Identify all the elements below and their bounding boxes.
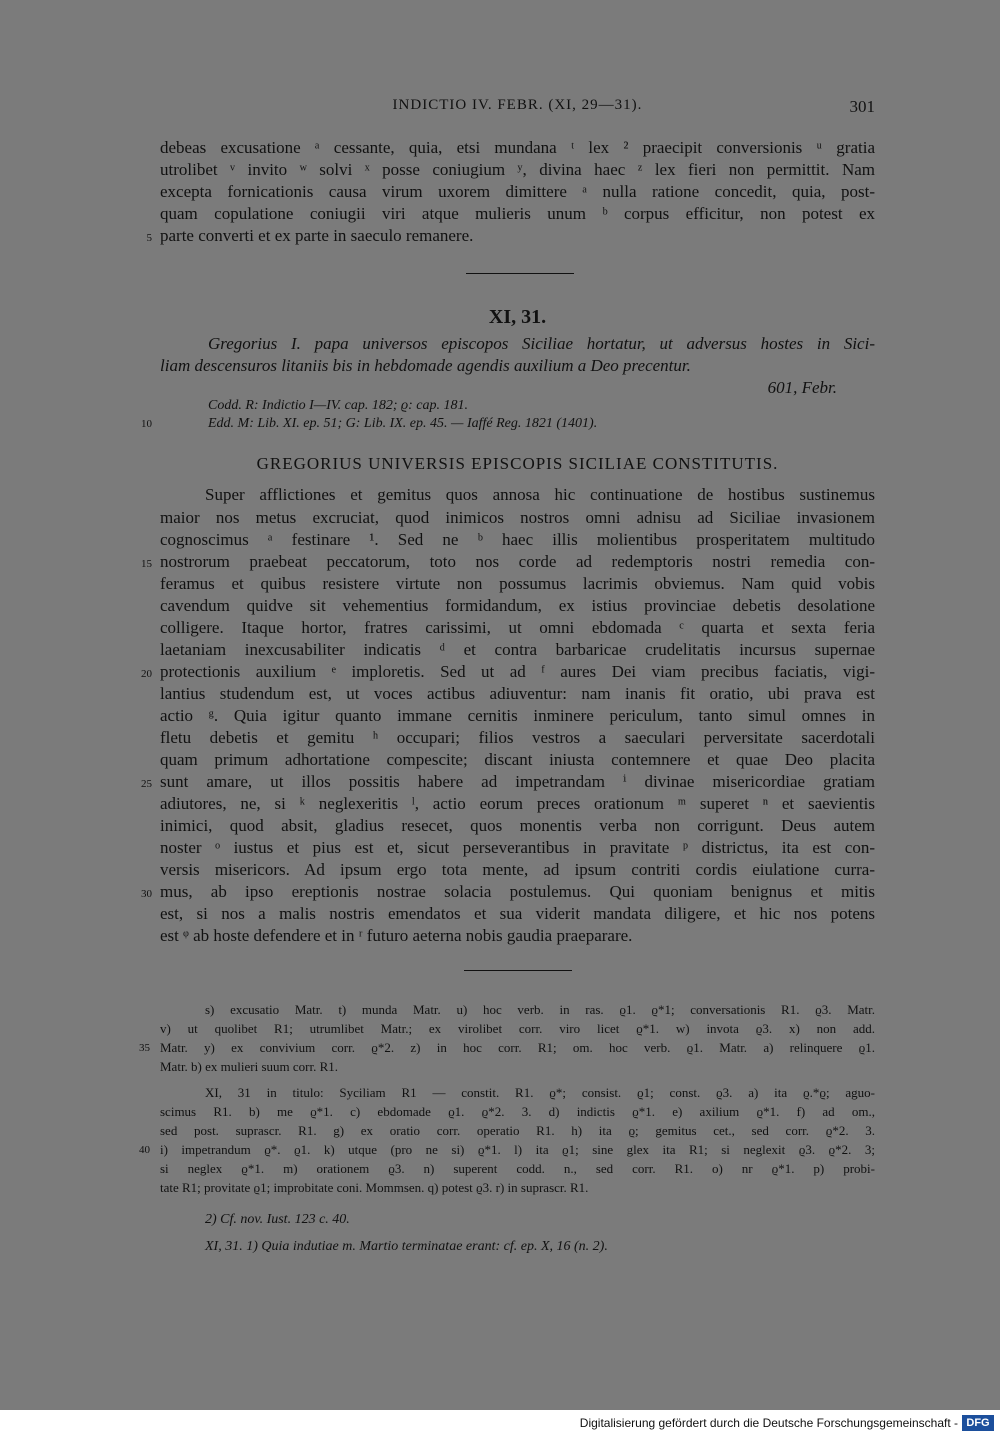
text-line: protectionis auxilium ᵉ imploretis. Sed ut ad ᶠ aures Dei viam precibus faciatis, vigi- — [160, 662, 875, 681]
letter-number: XI, 31. — [488, 306, 547, 328]
text-line: versis misericors. Ad ipsum ergo tota mente, ad ipsum contriti cordis eiulatione curra- — [160, 860, 875, 879]
text-line: noster ᵒ iustus et pius est et, sicut perseverantibus in pravitate ᵖ districtus, ita est con- — [160, 838, 875, 857]
text-line: fletu debetis et gemitu ʰ occupari; filios vestros a saeculari perversitate sacerdotali — [160, 728, 875, 747]
footnote-line: Matr. y) ex convivium corr. ϱ*2. z) in hoc corr. R1; om. hoc verb. ϱ1. Matr. a) relinquere ϱ1. — [160, 1040, 875, 1055]
codices-line: Codd. R: Indictio I—IV. cap. 182; ϱ: cap. 181. — [208, 398, 468, 413]
funding-footer — [0, 1410, 1000, 1437]
footnote-line: tate R1; provitate ϱ1; improbitate coni. Mommsen. q) potest ϱ3. r) in suprascr. R1. — [160, 1180, 589, 1195]
text-line: actio ᵍ. Quia igitur quanto immane cernitis inminere periculum, tanto simul omnes in — [160, 706, 875, 725]
dfg-logo: DFG — [962, 1415, 994, 1431]
text-line: est ᵠ ab hoste defendere et in ʳ futuro aeterna nobis gaudia praeparare. — [160, 926, 633, 945]
text-line: cavendum quidve sit vehementius formidandum, ex istius provinciae debetis desolatione — [160, 596, 875, 615]
footnote-line: si neglex ϱ*1. m) orationem ϱ3. n) superent codd. n., sed corr. R1. o) nr ϱ*1. p) probi- — [160, 1161, 875, 1176]
text-line: lantius studendum est, ut voces actibus adiuventur: nam inanis fit oratio, ubi prava est — [160, 684, 875, 703]
letter-addressee: GREGORIUS UNIVERSIS EPISCOPIS SICILIAE CONSTITUTIS. — [256, 454, 779, 473]
line-number: 15 — [141, 558, 152, 570]
letter-date: 601, Febr. — [767, 378, 837, 397]
text-line: adiutores, ne, si ᵏ neglexeritis ˡ, actio eorum preces orationum ᵐ superet ⁿ et saevientis — [160, 794, 875, 813]
text-line: quam primum adhortatione compescite; discant iniusta contemnere et quae Deo placita — [160, 750, 875, 769]
text-line: est, si nos a malis nostris emendatos et sua viderit mandata diligere, et hic nos potens — [160, 904, 875, 923]
text-line: laetaniam inexcusabiliter indicatis ᵈ et contra barbaricae crudelitatis incursus supernae — [160, 640, 875, 659]
section-divider — [466, 273, 574, 274]
text-line: nostrorum praebeat peccatorum, toto nos corde ad redemptoris nostri remedia con- — [160, 552, 875, 571]
line-number: 40 — [139, 1144, 150, 1156]
line-number: 35 — [139, 1042, 150, 1054]
text-line: maior nos metus excruciat, quod inimicos nostros omni adnisu ad Siciliae invasionem — [160, 508, 875, 527]
funding-text: Digitalisierung gefördert durch die Deutsche Forschungsgemeinschaft - — [579, 1416, 958, 1430]
page-number: 301 — [849, 97, 875, 116]
source-note: XI, 31. 1) Quia indutiae m. Martio terminatae erant: cf. ep. X, 16 (n. 2). — [205, 1239, 608, 1254]
footnote-divider — [464, 970, 572, 971]
text-line: feramus et quibus resistere virtute non possumus lacrimis obviemus. Nam quid vobis — [160, 574, 875, 593]
footnote-line: scimus R1. b) me ϱ*1. c) ebdomade ϱ1. ϱ*2. 3. d) indictis ϱ*1. e) axilium ϱ*1. f) ad om., — [160, 1104, 875, 1119]
editions-line: Edd. M: Lib. XI. ep. 51; G: Lib. IX. ep. 45. — Iaffé Reg. 1821 (1401). — [208, 416, 598, 431]
text-line: Super afflictiones et gemitus quos annosa hic continuatione de hostibus sustinemus — [205, 485, 875, 504]
footnote-line: Matr. b) ex mulieri suum corr. R1. — [160, 1059, 339, 1074]
text-line: cognoscimus ᵃ festinare ¹. Sed ne ᵇ haec illis molientibus prosperitatem multitudo — [160, 530, 875, 549]
running-head — [160, 97, 875, 119]
footnote-line: v) ut quolibet R1; utrumlibet Matr.; ex virolibet corr. viro licet ϱ*1. w) invota ϱ3. x) non add. — [160, 1021, 875, 1036]
text-line: quam copulatione coniugii viri atque mulieris unum ᵇ corpus efficitur, non potest ex — [160, 204, 875, 223]
footnote-line: i) impetrandum ϱ*. ϱ1. k) utque (pro ne si) ϱ*1. l) ita ϱ1; sine glex ita R1; si neglexit ϱ3. ϱ*2. 3; — [160, 1142, 875, 1157]
text-line: excepta fornicationis causa virum uxorem dimittere ᵃ nulla ratione concedit, quia, post- — [160, 182, 875, 201]
text-line: sunt amare, ut illos possitis habere ad impetrandam ⁱ divinae misericordiae gratiam — [160, 772, 875, 791]
line-number: 20 — [141, 668, 152, 680]
footnote-line: XI, 31 in titulo: Syciliam R1 — constit. R1. ϱ*; consist. ϱ1; const. ϱ3. a) ita ϱ.*ϱ; aguo- — [205, 1085, 875, 1100]
text-line: mus, ab ipso ereptionis nostrae solacia postulemus. Qui quoniam benignus et mitis — [160, 882, 875, 901]
line-number: 25 — [141, 778, 152, 790]
line-number: 5 — [146, 232, 152, 244]
text-line: parte converti et ex parte in saeculo remanere. — [160, 226, 474, 245]
text-line: utrolibet ᵛ invito ʷ solvi ˣ posse coniugium ʸ, divina haec ᶻ lex fieri non permittit. Nam — [160, 160, 875, 179]
text-line: inimici, quod absit, gladius resecet, quos monentis verba non corrigunt. Deus autem — [160, 816, 875, 835]
letter-summary-line: liam descensuros litaniis bis in hebdomade agendis auxilium a Deo precentur. — [160, 356, 691, 375]
source-note: 2) Cf. nov. Iust. 123 c. 40. — [205, 1212, 350, 1227]
line-number: 10 — [141, 418, 152, 430]
line-number: 30 — [141, 888, 152, 900]
text-line: colligere. Itaque hortor, fratres carissimi, ut omni ebdomada ᶜ quarta et sexta feria — [160, 618, 875, 637]
text-line: debeas excusatione ᵃ cessante, quia, etsi mundana ᵗ lex ² praecipit conversionis ᵘ gratia — [160, 138, 875, 157]
letter-summary-line: Gregorius I. papa universos episcopos Siciliae hortatur, ut adversus hostes in Sici- — [208, 334, 875, 353]
running-title: INDICTIO IV. FEBR. (XI, 29—31). — [392, 97, 643, 113]
footnote-line: sed post. suprascr. R1. g) ex oratio corr. operatio R1. h) ita ϱ; gemitus cet., sed corr. ϱ*2. 3. — [160, 1123, 875, 1138]
footnote-line: s) excusatio Matr. t) munda Matr. u) hoc verb. in ras. ϱ1. ϱ*1; conversationis R1. ϱ3. Matr. — [205, 1002, 875, 1017]
